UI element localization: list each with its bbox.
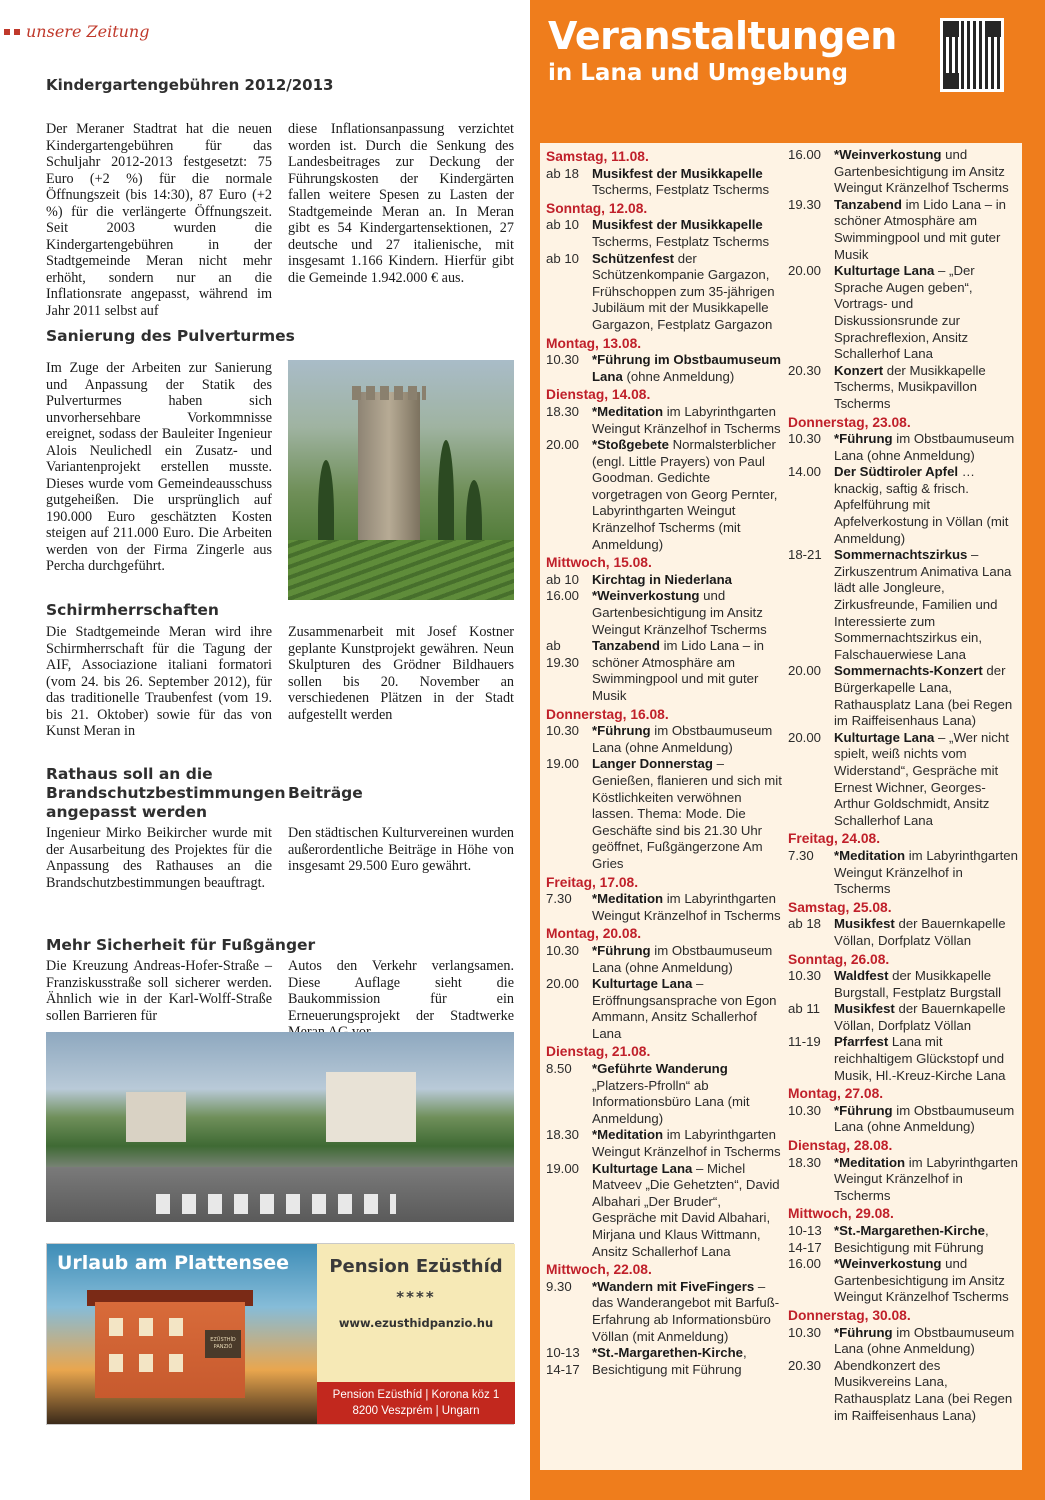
pulverturm-text: Im Zuge der Arbeiten zur Sanierung und Anpassung der Statik des Pulverturmes haben sich unvorhersehbare Vorkommnisse ereignet, sodass der Bauleiter Ingenieur Alois Neulichedl ein Zusatz- und Variantenprojekt erstellen musste. Dieses wurde vom Gemeindeausschuss gutgeheißen. Die ursprünglich auf 190.000 Euro geschätzten Kosten steigen auf 211.000 Euro. Die Arbeiten werden von der Firma Zingerle aus Percha durchgeführt. [46,360,272,574]
window-shape [139,1318,153,1336]
event-entry [788,916,1018,949]
event-description: *Stoßgebete Normalsterblicher (engl. Little Prayers) von Paul Goodman. Gedichte vorgetragen von Georg Pernter, Labyrinthgarten Weingut Kränzelhof Tscherms (mit Anmeldung) [592,437,778,552]
event-time: ab 11 [788,1001,821,1017]
schirm-text-col2: Zusammenarbeit mit Josef Kostner geplante Kunstprojekt gewähren. Neun Skulpturen des Grödner Bildhauers sollen bis 20. November an verschiedenen Plätzen in der Stadt aufgestellt werden [288,624,514,723]
event-time: 10.30 [546,942,580,958]
event-description: *Führung im Obstbaumuseum Lana (ohne Anmeldung) [592,723,773,755]
masthead [4,22,149,41]
event-name: *Führung [592,942,651,958]
event-time: 10.30 [788,1324,822,1340]
event-date-heading: Sonntag, 26.08. [788,951,890,967]
event-description: Musikfest der Bauernkapelle Völlan, Dorfplatz Völlan [834,916,1006,948]
crossing-photo [46,1032,514,1222]
event-description: *Führung im Obstbaumuseum Lana (ohne Anmeldung) [834,431,1015,463]
event-time: 20.00 [788,663,822,679]
event-description: Sommernachtszirkus – Zirkuszentrum Animativa Lana lädt alle Jongleure, Zirkusfreunde, Familien und Interessierte zum Sommernachtszirkus ein, Falschauerwiese Lana [834,547,1012,662]
event-date-heading: Montag, 13.08. [546,335,642,351]
event-description: *Geführte Wanderung „Platzers-Pfrolln“ ab Informationsbüro Lana (mit Anmeldung) [592,1061,750,1126]
event-name: *Führung [592,723,651,739]
event-date-heading: Sonntag, 12.08. [546,200,648,216]
pension-name: Pension Ezüsthíd [329,1256,503,1277]
event-entry [546,572,782,589]
event-entry [788,431,1018,464]
event-entry [788,1358,1018,1424]
pension-address [317,1382,515,1424]
rating-stars: **** [396,1288,436,1306]
event-entry [788,263,1018,363]
event-description: Der Südtiroler Apfel … knackig, saftig & frisch. Apfelführung mit Apfelverkostung in Völlan (mit Anmeldung) [834,464,1009,546]
pension-website-link[interactable]: www.ezusthidpanzio.hu [338,1316,494,1330]
event-entry [546,891,782,924]
event-date-heading: Samstag, 25.08. [788,899,892,915]
event-name: Sommernachtszirkus [834,547,968,563]
event-time: ab 10 [546,250,580,266]
event-description: *Meditation im Labyrinthgarten Weingut Kränzelhof in Tscherms [592,1127,781,1160]
event-time: 19.00 [546,1160,580,1176]
event-entry [788,968,1018,1001]
event-date-heading: Mittwoch, 29.08. [788,1206,894,1222]
event-time: 18.30 [546,403,580,419]
beitraege-text: Den städtischen Kulturvereinen wurden außerordentliche Beiträge in Höhe von insgesamt 29.500 Euro gewährt. [288,825,514,874]
event-entry [788,848,1018,898]
window-shape [139,1354,153,1372]
event-entry [788,147,1018,197]
event-description: Tanzabend im Lido Lana – in schöner Atmosphäre am Swimmingpool und mit guter Musik [834,196,1007,262]
event-time: 8.50 [546,1061,572,1077]
event-description: Musikfest der Musikkapelle Tscherms, Festplatz Tscherms [592,217,770,249]
event-name: *Meditation [834,1154,906,1170]
event-time: 19.30 [788,196,822,212]
event-entry [546,352,782,385]
kindergarten-text-col2: diese Inflationsanpassung verzichtet worden ist. Durch die Senkung des Landesbeitrages zur Deckung der Führungskosten der Kindergärten fallen weitere Spesen zu Lasten der Stadtgemeinde Meran an. In Meran gibt es 54 Kindergartensektionen, 27 deutsche und 27 italienische, mit insgesamt 1.166 Kindern. Hierfür gibt die Gemeinde 1.942.000 € aus. [288,121,514,286]
event-name: *Führung im Obstbaumuseum Lana [592,352,782,384]
event-description: *Wandern mit FiveFingers – das Wanderangebot mit Barfuß-Erfahrung ab Informationsbüro Völlan (mit Anmeldung) [592,1278,780,1344]
window-shape [169,1354,183,1372]
event-description: *St.-Margarethen-Kirche, [592,1345,747,1361]
event-time: 20.30 [788,362,822,378]
events-column-2 [788,147,1018,1424]
sicherheit-text-col1: Die Kreuzung Andreas-Hofer-Straße – Franziskusstraße soll sicherer werden. Ähnlich wie in der Karl-Wolff-Straße sollen Barrieren für [46,958,272,1024]
event-name: Langer Donnerstag [592,756,713,772]
event-date-heading: Mittwoch, 15.08. [546,555,652,571]
event-time: 20.00 [788,729,822,745]
event-name: Tanzabend [592,638,660,654]
event-time: 10.30 [546,723,580,739]
kindergarten-heading: Kindergartengebühren 2012/2013 [46,76,334,94]
event-description: Langer Donnerstag – Genießen, flanieren und sich mit Köstlichkeiten verwöhnen lassen. Thema: Mode. Die Geschäfte sind bis 21.30 Uhr geöffnet, Fußgängerzone Am Gries [592,756,782,871]
event-description: *Führung im Obstbaumuseum Lana (ohne Anmeldung) [592,942,773,975]
schirm-heading: Schirmherrschaften [46,601,219,619]
event-entry [546,943,782,976]
event-date-heading: Donnerstag, 16.08. [546,706,669,722]
advert-photo-panel [47,1244,317,1424]
masthead-dots-icon [4,29,22,35]
event-time: 20.00 [546,437,580,453]
event-description: Besichtigung mit Führung [592,1361,742,1377]
event-date-heading: Montag, 27.08. [788,1086,884,1102]
event-name: Musikfest [834,916,895,932]
event-time: 16.00 [546,588,580,604]
event-time: 7.30 [546,891,572,907]
event-date-heading: Freitag, 17.08. [546,874,639,890]
event-time: 16.00 [788,1256,822,1272]
pension-advert[interactable] [46,1243,514,1425]
event-time: 14-17 [788,1239,822,1255]
event-entry [788,1256,1018,1306]
event-time: ab 19.30 [546,638,580,670]
event-entry [788,1223,1018,1240]
event-name: Kulturtage Lana [834,263,935,279]
event-entry [788,730,1018,830]
event-date-heading: Donnerstag, 23.08. [788,414,911,430]
event-entry [788,1034,1018,1084]
event-name: *Meditation [592,891,664,907]
event-name: Kirchtag in Niederlana [592,571,732,587]
event-entry [546,1279,782,1345]
event-time: 18.30 [546,1127,580,1143]
window-shape [109,1318,123,1336]
event-description: *Meditation im Labyrinthgarten Weingut Kränzelhof in Tscherms [834,1154,1018,1203]
event-name: Musikfest der Musikkapelle [592,217,763,233]
event-name: *Stoßgebete [592,437,669,453]
event-time: 11-19 [788,1034,821,1050]
events-title: Veranstaltungen [548,14,897,58]
pulverturm-heading: Sanierung des Pulverturmes [46,327,295,345]
beitraege-heading: Beiträge [288,784,363,802]
advert-text-panel [317,1244,515,1424]
event-time: 10.30 [546,352,580,368]
event-entry [788,1155,1018,1205]
event-description [592,572,782,589]
window-shape [109,1354,123,1372]
event-entry [546,1161,782,1261]
building-shape [326,1072,416,1142]
vineyard-shape [288,540,514,600]
event-entry [546,1061,782,1127]
event-time: 19.00 [546,756,580,772]
event-description: Kulturtage Lana – „Der Sprache Augen geben“, Vortrags- und Diskussionsrunde zur Sprachreflexion, Ansitz Schallerhof Lana [834,263,975,362]
address-line: Pension Ezüsthíd | Korona köz 1 [332,1389,500,1401]
event-name: Kulturtage Lana [592,1160,693,1176]
event-entry [546,1345,782,1362]
event-entry [546,638,782,704]
event-name: Sommernachts-Konzert [834,663,983,679]
event-entry [546,251,782,334]
event-entry [788,1240,1018,1257]
event-description: *Führung im Obstbaumuseum Lana (ohne Anmeldung) [834,1102,1015,1135]
event-entry [546,976,782,1042]
events-sidebar [530,0,1045,1500]
event-name: *St.-Margarethen-Kirche [834,1223,985,1238]
sicherheit-heading: Mehr Sicherheit für Fußgänger [46,936,316,954]
event-entry [788,1001,1018,1034]
masthead-logo: unsere Zeitung [26,22,150,41]
event-description: Kulturtage Lana – Michel Matveev „Die Gehetzten“, David Albahari „Der Bruder“, Gespräche mit David Albahari, Mirjana und Klaus Wittmann, Ansitz Schallerhof Lana [592,1160,780,1259]
event-entry [788,363,1018,413]
event-time: 16.00 [788,147,822,162]
event-time: 20.00 [788,263,822,279]
event-name: Waldfest [834,968,889,984]
event-entry [546,588,782,638]
event-description: Abendkonzert des Musikvereins Lana, Rathausplatz Lana (bei Regen im Raiffeisenhaus Lana) [834,1357,1013,1423]
event-date-heading: Dienstag, 21.08. [546,1044,651,1060]
event-description: Musikfest der Bauernkapelle Völlan, Dorfplatz Völlan [834,1001,1006,1033]
event-name: Pfarrfest [834,1034,889,1050]
event-entry [546,1362,782,1379]
event-entry [546,723,782,756]
event-description: *Weinverkostung und Gartenbesichtigung im Ansitz Weingut Kränzelhof Tscherms [592,588,767,637]
event-date-heading: Mittwoch, 22.08. [546,1262,652,1278]
event-time: 20.30 [788,1357,822,1373]
event-name: *Meditation [592,403,664,419]
event-entry [546,166,782,199]
event-time: 9.30 [546,1278,572,1294]
event-description: Tanzabend im Lido Lana – in schöner Atmosphäre am Swimmingpool und mit guter Musik [592,638,765,703]
address-line: 8200 Veszprém | Ungarn [352,1405,480,1417]
event-entry [788,197,1018,263]
event-name: *Führung [834,1102,893,1118]
event-name: *Führung [834,1324,893,1340]
event-date-heading: Donnerstag, 30.08. [788,1307,911,1323]
pulverturm-photo [288,360,514,600]
event-description: *St.-Margarethen-Kirche, [834,1223,989,1238]
event-entry [546,404,782,437]
event-time: 10-13 [546,1345,580,1361]
event-name: *Weinverkostung [834,1256,942,1272]
event-time: 7.30 [788,847,814,863]
event-time: ab 10 [546,217,580,233]
event-entry [546,217,782,250]
event-name: Tanzabend [834,196,902,212]
event-name: *Weinverkostung [834,147,942,162]
event-time: 14-17 [546,1361,580,1377]
event-name: Der Südtiroler Apfel [834,464,959,480]
event-name: Schützenfest [592,250,675,266]
event-entry [788,1325,1018,1358]
event-time: 10.30 [788,968,822,984]
qr-code-icon[interactable] [940,18,1004,92]
event-time: 10.30 [788,431,822,447]
kindergarten-text-col1: Der Meraner Stadtrat hat die neuen Kindergartengebühren für das Schuljahr 2012-2013 festgesetzt: 75 Euro (+2 %) für die normale Öffnungszeit (bis 14:30), 87 Euro (+2 %) für die verlängerte Öffnungszeit. Seit 2003 wurden die Kindergartengebühren in der Stadtgemeinde Meran nicht mehr erhöht, sondern nur an die Inflationsrate angepasst, während im Jahr 2011 selbst auf [46,121,272,319]
event-description: Sommernachts-Konzert der Bürgerkapelle Lana, Rathausplatz Lana (bei Regen im Raiffeisenhaus Lana) [834,663,1013,729]
event-description: *Meditation im Labyrinthgarten Weingut Kränzelhof in Tscherms [592,403,781,436]
event-entry [546,756,782,872]
advert-headline: Urlaub am Plattensee [57,1252,290,1274]
event-entry [546,1127,782,1160]
event-description: *Weinverkostung und Gartenbesichtigung im Ansitz Weingut Kränzelhof Tscherms [834,1256,1009,1305]
event-entry [788,547,1018,663]
crosswalk-shape [156,1194,396,1214]
event-name: *Meditation [592,1127,664,1143]
event-description: Waldfest der Musikkapelle Burgstall, Festplatz Burgstall [834,968,1002,1000]
event-description: Kulturtage Lana – Eröffnungsansprache von Egon Ammann, Ansitz Schallerhof Lana [592,976,777,1041]
event-name: *Weinverkostung [592,588,700,604]
window-shape [169,1318,183,1336]
event-entry [546,437,782,553]
events-subtitle: in Lana und Umgebung [548,60,848,86]
event-entry [788,1103,1018,1136]
event-name: *Wandern mit FiveFingers [592,1278,755,1294]
event-name: Kulturtage Lana [592,976,693,992]
event-time: ab 10 [546,571,580,587]
event-date-heading: Dienstag, 14.08. [546,387,651,403]
event-name: Musikfest [834,1001,895,1017]
event-description: Pfarrfest Lana mit reichhaltigem Glückstopf und Musik, Hl.-Kreuz-Kirche Lana [834,1034,1006,1083]
event-name: *Führung [834,431,893,447]
event-description: Besichtigung mit Führung [834,1239,984,1255]
event-time: 10.30 [788,1102,822,1118]
rathaus-text: Ingenieur Mirko Beikircher wurde mit der Ausarbeitung des Projektes für die Anpassung des Rathauses an die Brandschutzbestimmungen beauftragt. [46,825,272,891]
event-date-heading: Freitag, 24.08. [788,831,881,847]
rathaus-heading: Rathaus soll an die Brandschutzbestimmungen angepasst werden [46,765,286,821]
event-time: 20.00 [546,976,580,992]
events-panel [540,143,1022,1470]
hotel-sign: EZÜSTHÍD PANZIÓ [205,1330,241,1358]
event-time: 18-21 [788,547,822,563]
event-description: Musikfest der Musikkapelle Tscherms, Festplatz Tscherms [592,165,770,198]
event-description: *Führung im Obstbaumuseum Lana (ohne Anmeldung) [592,352,782,384]
event-entry [788,663,1018,729]
event-name: *Meditation [834,847,906,863]
event-time: 10-13 [788,1223,822,1238]
event-name: Kulturtage Lana [834,729,935,745]
sicherheit-text-col2: Autos den Verkehr verlangsamen. Diese Auflage sieht die Baukommission für ein Erneuerungsprojekt der Stadtwerke [288,958,514,1024]
event-description: Schützenfest der Schützenkompanie Gargazon, Frühschoppen zum 35-jährigen Jubiläum mit der Musikkapelle Gargazon, Festplatz Gargazon [592,250,775,332]
event-description: Kulturtage Lana – „Wer nicht spielt, weiß nichts vom Widerstand“, Gespräche mit Ernest Wichner, Georges-Arthur Goldschmidt, Ansitz Schallerhof Lana [834,729,1009,828]
event-description: *Meditation im Labyrinthgarten Weingut Kränzelhof in Tscherms [834,847,1018,897]
events-column-1 [546,147,782,1378]
event-entry [788,464,1018,547]
event-name: Musikfest der Musikkapelle [592,165,763,181]
building-shape [126,1092,186,1142]
event-time: ab 18 [788,916,822,932]
event-name: *St.-Margarethen-Kirche [592,1345,743,1361]
event-description: *Meditation im Labyrinthgarten Weingut Kränzelhof in Tscherms [592,891,781,923]
schirm-text-col1: Die Stadtgemeinde Meran wird ihre Schirmherrschaft für die Tagung der AIF, Associazione italiani formatori (vom 24. bis 26. September 2012), für das traditionelle Traubenfest (vom 19. bis 21. Oktober) sowie für das von Kunst Meran in [46,624,272,739]
event-date-heading: Samstag, 11.08. [546,149,649,164]
event-time: 14.00 [788,464,822,480]
event-date-heading: Dienstag, 28.08. [788,1138,893,1154]
event-date-heading: Montag, 20.08. [546,926,642,942]
event-name: Konzert [834,362,884,378]
event-name: *Geführte Wanderung [592,1061,728,1077]
event-description: *Führung im Obstbaumuseum Lana (ohne Anmeldung) [834,1324,1015,1357]
tower-shape [358,392,420,542]
event-description: *Weinverkostung und Gartenbesichtigung im Ansitz Weingut Kränzelhof Tscherms [834,147,1009,196]
event-description: Konzert der Musikkapelle Tscherms, Musikpavillon Tscherms [834,362,986,411]
event-time: ab 18 [546,165,580,181]
event-time: 18.30 [788,1154,822,1170]
